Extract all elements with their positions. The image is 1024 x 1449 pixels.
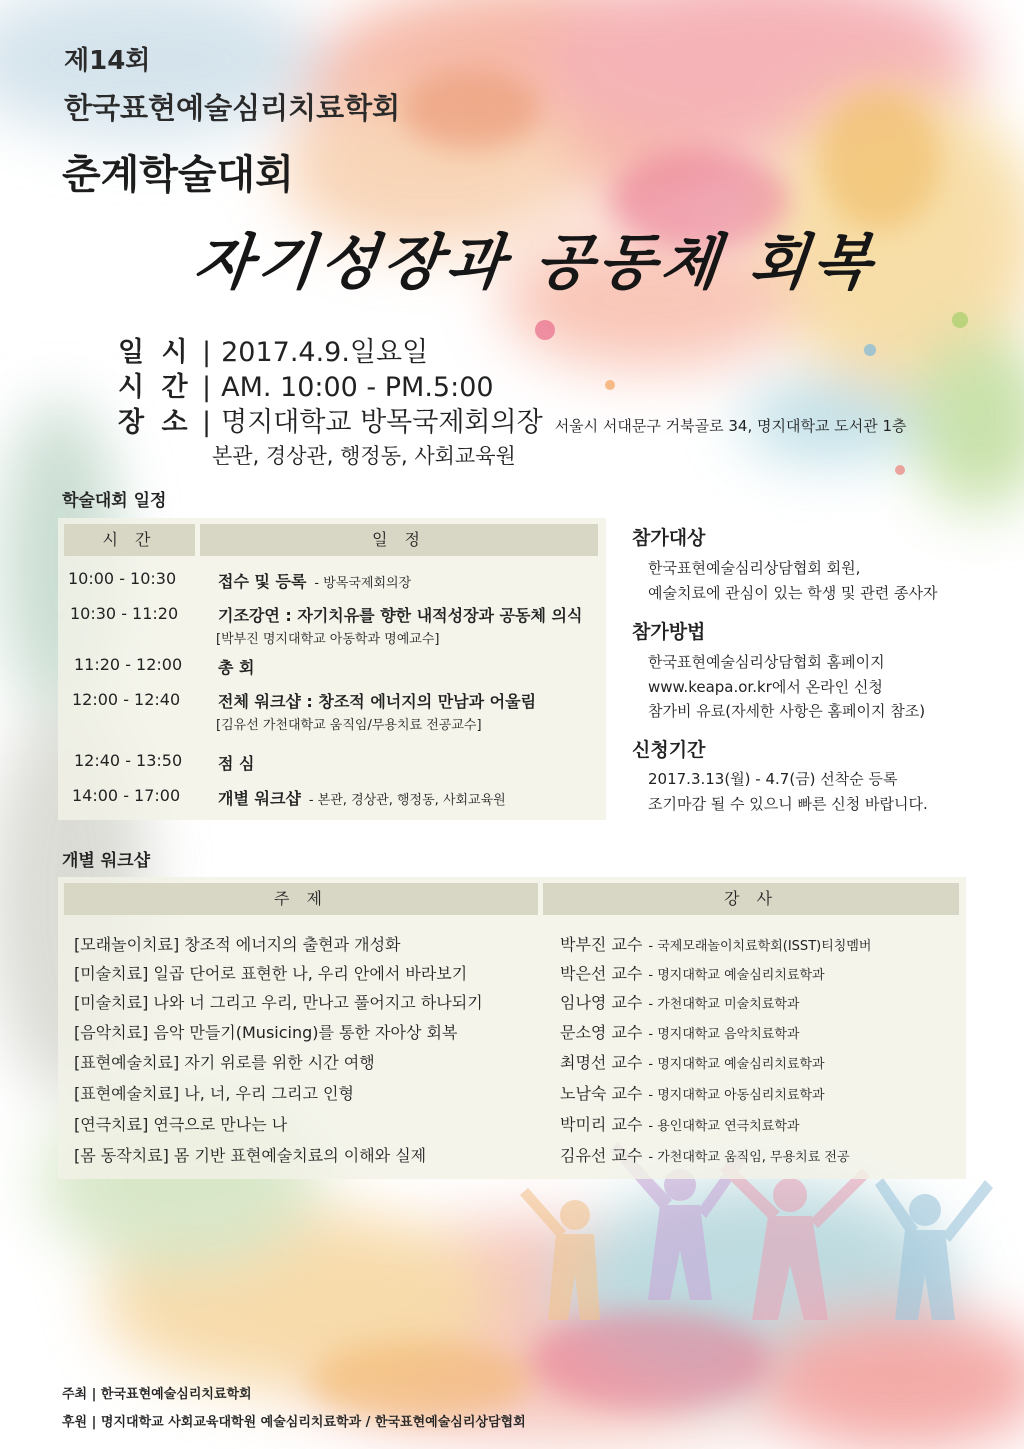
schedule-item-title: 접수 및 등록 xyxy=(218,572,307,591)
workshop-lecturer-affiliation: - 가천대학교 미술치료학과 xyxy=(648,997,800,1012)
schedule-item-title: 총 회 xyxy=(218,658,255,677)
info-date-label: 일 시 xyxy=(118,337,192,368)
workshop-lecturer-affiliation: - 명지대학교 예술심리치료학과 xyxy=(648,968,825,983)
target-heading: 참가대상 xyxy=(632,527,706,549)
workshops-header-lecturer: 강 사 xyxy=(543,883,959,915)
workshops-title: 개별 워크샵 xyxy=(62,851,151,871)
workshop-topic: [음악치료] 음악 만들기(Musicing)를 통한 자아상 회복 xyxy=(74,1023,458,1042)
edition-number: 제14회 xyxy=(64,46,151,76)
workshop-lecturer xyxy=(560,961,825,984)
workshop-lecturer xyxy=(560,1020,799,1043)
workshop-lecturer xyxy=(560,1081,825,1104)
schedule-item-note: - 본관, 경상관, 행정동, 사회교육원 xyxy=(308,793,506,808)
info-date-value: 2017.4.9.일요일 xyxy=(221,337,429,368)
workshop-lecturer xyxy=(560,990,799,1013)
footer-sponsor: 후원 | 명지대학교 사회교육대학원 예술심리치료학과 / 한국표현예술심리상담협회 xyxy=(62,1415,526,1430)
method-line: 참가비 유료(자세한 사항은 홈페이지 참조) xyxy=(648,702,926,720)
schedule-header-time: 시 간 xyxy=(64,524,195,556)
workshop-lecturer-affiliation: - 국제모래놀이치료학회(ISST)티칭멤버 xyxy=(648,939,872,954)
schedule-item-title: 개별 워크샵 xyxy=(218,789,301,808)
workshop-topic: [표현예술치료] 나, 너, 우리 그리고 인형 xyxy=(74,1084,354,1103)
workshop-lecturer-affiliation: - 명지대학교 아동심리치료학과 xyxy=(648,1088,825,1103)
schedule-time: 10:30 - 11:20 xyxy=(70,604,179,623)
period-heading: 신청기간 xyxy=(632,739,706,761)
workshop-lecturer-name: 박부진 교수 xyxy=(560,935,643,954)
schedule-item-note: - 방목국제회의장 xyxy=(314,576,412,591)
info-date: 일 시 | 2017.4.9.일요일 xyxy=(118,330,428,369)
schedule-item-title: 기조강연 : 자기치유를 향한 내적성장과 공동체 의식 xyxy=(218,606,583,625)
info-venue-label: 장 소 xyxy=(118,407,192,438)
workshop-topic: [몸 동작치료] 몸 기반 표현예술치료의 이해와 실제 xyxy=(74,1146,427,1165)
schedule-item xyxy=(218,569,411,592)
theme-title: 자기성장과 공동체 회복 xyxy=(190,228,880,298)
period-line: 2017.3.13(월) - 4.7(금) 선착순 등록 xyxy=(648,770,898,788)
workshop-lecturer-name: 최명선 교수 xyxy=(560,1053,643,1072)
workshop-topic: [표현예술치료] 자기 위로를 위한 시간 여행 xyxy=(74,1053,375,1072)
workshop-topic: [미술치료] 나와 너 그리고 우리, 만나고 풀어지고 하나되기 xyxy=(74,993,483,1012)
schedule-time: 14:00 - 17:00 xyxy=(72,786,181,805)
workshop-lecturer-affiliation: - 가천대학교 움직임, 무용치료 전공 xyxy=(648,1150,850,1165)
target-line: 예술치료에 관심이 있는 학생 및 관련 종사자 xyxy=(648,584,938,602)
info-time: 시 간 | AM. 10:00 - PM.5:00 xyxy=(118,365,494,404)
event-title: 춘계학술대회 xyxy=(62,152,294,198)
info-venue: 장 소 | 명지대학교 방목국제회의장 서울시 서대문구 거북골로 34, 명지대학교 도서관 1층 xyxy=(118,400,907,439)
workshop-lecturer-name: 박은선 교수 xyxy=(560,964,643,983)
schedule-time: 10:00 - 10:30 xyxy=(68,569,177,588)
info-venue-buildings: 본관, 경상관, 행정동, 사회교육원 xyxy=(212,444,516,468)
workshop-lecturer-name: 김유선 교수 xyxy=(560,1146,643,1165)
workshop-lecturer xyxy=(560,1143,850,1166)
workshop-topic: [연극치료] 연극으로 만나는 나 xyxy=(74,1115,288,1134)
period-line: 조기마감 될 수 있으니 빠른 신청 바랍니다. xyxy=(648,795,928,813)
workshop-lecturer-affiliation: - 명지대학교 음악치료학과 xyxy=(648,1027,800,1042)
target-line: 한국표현예술심리상담협회 회원, xyxy=(648,559,861,577)
schedule-time: 11:20 - 12:00 xyxy=(74,655,183,674)
schedule-item-title: 점 심 xyxy=(218,754,255,773)
method-heading: 참가방법 xyxy=(632,621,706,643)
schedule-header-program: 일 정 xyxy=(200,524,598,556)
workshop-lecturer-affiliation: - 용인대학교 연극치료학과 xyxy=(648,1119,800,1134)
schedule-item-speaker: [박부진 명지대학교 아동학과 명예교수] xyxy=(216,632,440,647)
workshop-lecturer xyxy=(560,1050,825,1073)
workshop-lecturer-name: 문소영 교수 xyxy=(560,1023,643,1042)
workshop-lecturer-name: 박미리 교수 xyxy=(560,1115,643,1134)
schedule-time: 12:00 - 12:40 xyxy=(72,690,181,709)
info-time-value: AM. 10:00 - PM.5:00 xyxy=(221,372,494,403)
workshop-lecturer-name: 노남숙 교수 xyxy=(560,1084,643,1103)
workshop-lecturer-affiliation: - 명지대학교 예술심리치료학과 xyxy=(648,1057,825,1072)
schedule-item xyxy=(218,786,506,809)
society-name: 한국표현예술심리치료학회 xyxy=(64,91,401,125)
workshop-lecturer-name: 임나영 교수 xyxy=(560,993,643,1012)
workshop-topic: [미술치료] 일곱 단어로 표현한 나, 우리 안에서 바라보기 xyxy=(74,964,468,983)
schedule-title: 학술대회 일정 xyxy=(62,491,167,511)
workshops-header-topic: 주 제 xyxy=(64,883,538,915)
workshop-topic: [모래놀이치료] 창조적 에너지의 출현과 개성화 xyxy=(74,935,401,954)
info-time-label: 시 간 xyxy=(118,372,192,403)
schedule-time: 12:40 - 13:50 xyxy=(74,751,183,770)
workshop-lecturer xyxy=(560,1112,799,1135)
footer-host: 주최 | 한국표현예술심리치료학회 xyxy=(62,1387,252,1402)
method-line: www.keapa.or.kr에서 온라인 신청 xyxy=(648,678,883,696)
schedule-item-title: 전체 워크샵 : 창조적 에너지의 만남과 어울림 xyxy=(218,692,537,711)
schedule-item-speaker: [김유선 가천대학교 움직임/무용치료 전공교수] xyxy=(216,718,482,733)
info-venue-value: 명지대학교 방목국제회의장 xyxy=(221,407,543,438)
info-venue-address: 서울시 서대문구 거북골로 34, 명지대학교 도서관 1층 xyxy=(554,417,907,435)
workshop-lecturer xyxy=(560,932,871,955)
method-line: 한국표현예술심리상담협회 홈페이지 xyxy=(648,653,885,671)
